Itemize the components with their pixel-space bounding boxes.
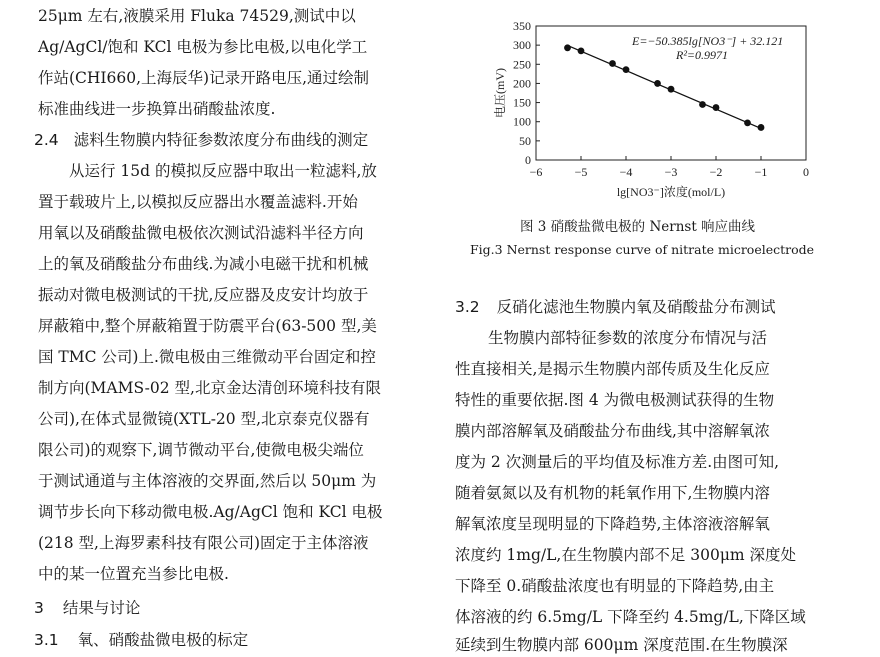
paragraph-line: 下降至 0.硝酸盐浓度也有明显的下降趋势,由主 [455,577,775,595]
y-tick-label: 250 [513,57,531,72]
data-point [744,119,751,126]
paragraph-line: 浓度约 1mg/L,在生物膜内部不足 300μm 深度处 [455,546,797,564]
intro-line: 25μm 左右,液膜采用 Fluka 74529,测试中以 [38,7,356,25]
data-point [578,47,585,54]
section-number: 3.2 [455,298,480,316]
data-point [564,44,571,51]
section-number: 3.1 [34,631,59,649]
section-title: 氧、硝酸盐微电极的标定 [77,631,249,649]
paragraph-line: 调节步长向下移动微电极.Ag/AgCl 饱和 KCl 电极 [38,503,383,521]
paragraph-line: 国 TMC 公司)上.微电极由三维微动平台固定和控 [38,348,376,366]
paragraph-line: 从运行 15d 的模拟反应器中取出一粒滤料,放 [69,162,377,180]
data-point [609,60,616,67]
paragraph-line: 膜内部溶解氧及硝酸盐分布曲线,其中溶解氧浓 [455,422,770,440]
x-tick-label: −3 [664,165,678,179]
y-tick-label: 150 [513,95,531,110]
paragraph-line: 中的某一位置充当参比电极. [38,565,229,583]
paragraph-line: 振动对微电极测试的干扰,反应器及皮安计均放于 [38,286,369,304]
paragraph-line: 度为 2 次测量后的平均值及标准方差.由图可知, [455,453,780,471]
paragraph-line: 解氧浓度呈现明显的下降趋势,主体溶液溶解氧 [455,515,770,533]
data-point [623,66,630,73]
figure-caption-en: Fig.3 Nernst response curve of nitrate microelectrode [470,242,815,257]
paragraph-line: 屏蔽箱中,整个屏蔽箱置于防震平台(63-500 型,美 [38,317,377,335]
paragraph-line: 公司),在体式显微镜(XTL-20 型,北京泰克仪器有 [38,410,370,428]
data-point [699,101,706,108]
data-point [713,104,720,111]
x-tick-label: −2 [709,165,723,179]
paragraph-line: 体溶液的约 6.5mg/L 下降至约 4.5mg/L,下降区域 [455,608,806,626]
x-axis-label: lg[NO3⁻]浓度(mol/L) [616,185,726,199]
x-tick-label: −4 [619,165,633,179]
section-title: 滤料生物膜内特征参数浓度分布曲线的测定 [73,131,369,149]
section-3-1-heading [34,630,248,650]
paragraph-line: 性直接相关,是揭示生物膜内部传质及生化反应 [455,360,770,378]
section-2-4-heading [34,130,368,150]
paragraph-line: 用氧以及硝酸盐微电极依次测试沿滤料半径方向 [38,224,364,242]
y-tick-label: 200 [513,76,531,91]
intro-line: Ag/AgCl/饱和 KCl 电极为参比电极,以电化学工 [38,38,368,56]
x-tick-label: −5 [574,165,588,179]
paragraph-line: 生物膜内部特征参数的浓度分布情况与活 [488,329,768,347]
fit-line [568,45,762,128]
intro-line: 作站(CHI660,上海辰华)记录开路电压,通过绘制 [38,69,370,87]
nernst-chart [470,18,830,228]
y-tick-label: 350 [513,19,531,33]
data-point [668,86,675,93]
y-tick-label: 0 [525,153,531,167]
r-squared: R²=0.9971 [676,48,729,62]
data-point [758,124,765,131]
paragraph-line: 制方向(MAMS-02 型,北京金达清创环境科技有限 [38,379,381,397]
y-tick-label: 100 [513,114,531,129]
section-3-heading [34,598,140,618]
section-number: 2.4 [34,131,59,149]
y-tick-label: 50 [519,133,531,148]
paragraph-line: 延续到生物膜内部 600μm 深度范围.在生物膜深 [455,636,788,654]
x-tick-label: 0 [803,165,809,179]
paragraph-line: 特性的重要依据.图 4 为微电极测试获得的生物 [455,391,775,409]
paragraph-line: 置于载玻片上,以模拟反应器出水覆盖滤料.开始 [38,193,358,211]
section-number: 3 [34,599,44,617]
fit-equation: E=−50.385lg[NO3⁻] + 32.121 [632,34,784,48]
section-3-2-heading [455,297,776,317]
paragraph-line: 上的氧及硝酸盐分布曲线.为减小电磁干扰和机械 [38,255,369,273]
data-point [654,80,661,87]
paragraph-line: 随着氨氮以及有机物的耗氧作用下,生物膜内溶 [455,484,770,502]
y-tick-label: 300 [513,38,531,53]
x-tick-label: −6 [529,165,543,179]
y-axis-label: 电压(mV) [493,68,507,118]
figure-caption-cn: 图 3 硝酸盐微电极的 Nernst 响应曲线 [520,219,756,235]
x-tick-label: −1 [754,165,768,179]
section-title: 结果与讨论 [62,599,141,617]
paragraph-line: 于测试通道与主体溶液的交界面,然后以 50μm 为 [38,472,377,490]
section-title: 反硝化滤池生物膜内氧及硝酸盐分布测试 [496,298,776,316]
paragraph-line: (218 型,上海罗素科技有限公司)固定于主体溶液 [38,534,369,552]
intro-line: 标准曲线进一步换算出硝酸盐浓度. [38,100,276,118]
paragraph-line: 限公司)的观察下,调节微动平台,使微电极尖端位 [38,441,364,459]
